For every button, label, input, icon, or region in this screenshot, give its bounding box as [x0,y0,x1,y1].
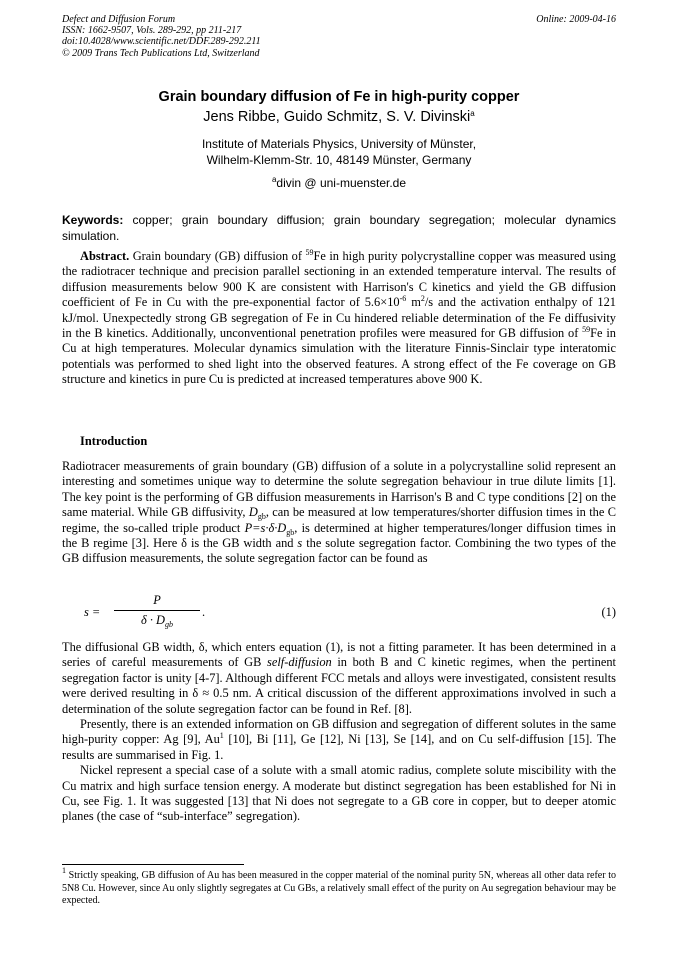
introduction-paragraph-1 [62,459,616,567]
paragraph-gb-width [62,640,616,717]
email-text[interactable]: divin @ uni-muenster.de [276,176,407,190]
online-date: Online: 2009-04-16 [536,14,616,25]
paragraph-nickel: Nickel represent a special case of a solute with a small atomic radius, complete solute miscibility with the Cu matrix and high surface tension energy. A moderate but distinct segregation has been established for Ni in Cu, see Fig. 1. It was suggested [13] that Ni does not segregate to a GB core in copper, but to deeper atomic planes (the case of “sub-interface” segregation). [62,763,616,824]
denominator-subscript: gb [165,620,173,629]
equation-1 [62,593,616,633]
author-list [62,109,616,125]
p2-italic: self-diffusion [267,655,332,670]
author-superscript: a [470,109,475,118]
equation-denominator [114,611,200,628]
keywords-label: Keywords: [62,213,124,227]
equation-period: . [202,605,206,619]
abstract-text-4: /s and the activation enthalpy of 121 kJ/mol. Unexpectedly strong GB segregation of Fe in Cu hindered reliable determination of the Fe diffusivity in the B kinetics. Additionally, unconventional penetration profiles were measured for GB diffusion of [62,295,616,341]
abstract-text-1: Grain boundary (GB) diffusion of [132,249,302,263]
equation-numerator: P [153,593,161,607]
abstract-block [62,249,616,388]
abstract-text-3: m [411,295,421,310]
isotope-sup-2: 59 [582,325,591,335]
equation-fraction [114,593,200,628]
abstract-text-2: Fe in high purity polycrystalline copper was measured using the radiotracer technique and precision parallel sectioning in an extended temperature interval. The results of diffusion measurements below 900 K are consistent with Harrison's C kinetics and yield the GB diffusion coefficient of Fe in Cu with the pre-exponential factor of 5.6×10 [62,249,616,310]
section-heading-introduction: Introduction [80,434,148,448]
journal-name: Defect and Diffusion Forum [62,14,176,25]
abstract-text-5: Fe in Cu at high temperatures. Molecular dynamics simulation with the literature Finnis-Sinclair type interatomic potentials was performed to shed light into the observed features. A strong effect of the Fe coverage on GB structure and kinetics in pure Cu is predicted at increased temperatures above 900 K. [62,326,616,387]
affiliation-line-1: Institute of Materials Physics, University of Münster, [201,137,477,151]
footnote-ref[interactable]: 1 [219,731,224,741]
keywords-block [62,212,616,244]
s-symbol: s [297,536,303,551]
issn-line: ISSN: 1662-9507, Vols. 289-292, pp 211-217 [62,25,242,37]
keywords-text: copper; grain boundary diffusion; grain boundary segregation; molecular dynamics simulation. [62,213,616,243]
dgb-symbol: D [248,505,258,520]
footnote-text: Strictly speaking, GB diffusion of Au has been measured in the copper material of the nominal purity 5N, whereas all other data refer to 5N8 Cu. However, since Au only slightly segregates at Cu GBs, a relatively small effect of the purity on Au segregation behaviour may be expected. [62,870,616,907]
copyright-line: © 2009 Trans Tech Publications Ltd, Switzerland [62,47,260,59]
journal-header [62,14,261,59]
affiliation [62,136,616,168]
intro-text-d: the solute segregation factor. Combining the two types of the GB diffusion measurements, the solute segregation factor can be found as [62,536,616,566]
equation-number: (1) [601,605,616,619]
abstract-paragraph [62,249,616,388]
email-superscript: a [271,175,277,184]
intro-text [62,459,616,567]
paragraph-solutes [62,717,616,763]
footnote-mark: 1 [62,866,66,875]
isotope-sup-1: 59 [305,248,314,257]
exponent-sup: -6 [399,294,407,304]
footnote-divider [62,864,244,865]
footnote [62,866,616,908]
unit-sup: 2 [420,294,425,304]
p3-text-b: [10], Bi [11], Ge [12], Ni [13], Se [14], and on Cu self-diffusion [15]. The results are summarised in Fig. 1. [62,732,616,762]
intro-text-a: Radiotracer measurements of grain boundary (GB) diffusion of a solute in a polycrystalline solid represent an interesting and sometimes unique way to determine the solute segregation behaviour in true dilute limits [1]. The key point is the performing of GB diffusion measurements in Harrison's B and C type conditions [2] on the same material. While GB diffusivity, [62,459,616,520]
triple-subscript: gb [286,527,295,537]
introduction-continued [62,640,616,825]
abstract-label: Abstract. [80,249,130,263]
p2-text-a: The diffusional GB width, δ, which enters equation (1), is not a fitting parameter. It has been determined in a series of careful measurements of GB [62,640,616,670]
equation-lhs: s = [84,605,101,619]
affiliation-line-2: Wilhelm-Klemm-Str. 10, 48149 Münster, Germany [206,153,472,167]
triple-product: P=s·δ·D [244,520,287,535]
dgb-subscript: gb [257,512,266,522]
p2-text-b: in both B and C kinetic regimes, when the pertinent segregation factor is unity [4-7]. Although different FCC metals and alloys were investigated, consistent results were derived resulting in δ ≈ 0.5 nm. A critical discussion of the different approximations involved in such a determination of the solute segregation factor can be found in Ref. [8]. [62,655,616,716]
denominator-text: δ · D [140,613,165,627]
authors-text: Jens Ribbe, Guido Schmitz, S. V. Divinski [203,109,471,125]
paper-title: Grain boundary diffusion of Fe in high-purity copper [158,89,520,105]
intro-text-b: , can be measured at low temperatures/shorter diffusion times in the C regime, the so-called triple product [62,505,616,535]
intro-text-c: , is determined at higher temperatures/longer diffusion times in the B regime [3]. Here δ is the GB width and [62,520,616,551]
author-email [62,176,616,190]
p3-text-a: Presently, there is an extended information on GB diffusion and segregation of different solutes in the same high-purity copper: Ag [9], Au [62,717,616,747]
doi-line[interactable]: doi:10.4028/www.scientific.net/DDF.289-292.211 [62,36,261,48]
